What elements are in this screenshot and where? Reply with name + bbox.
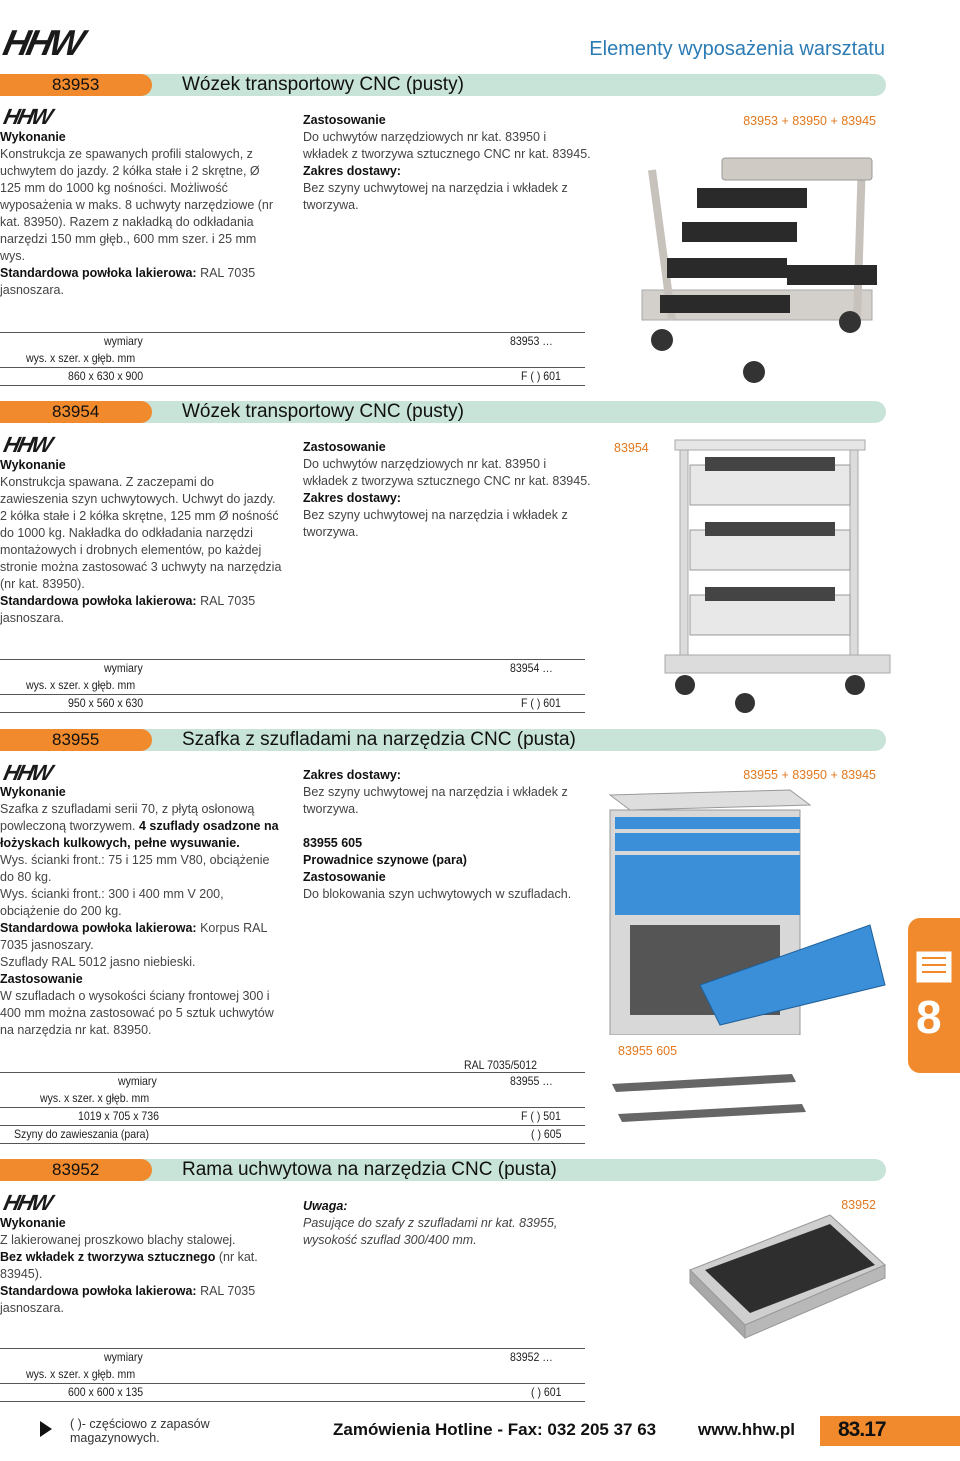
table-header-code: 83953 …	[510, 334, 553, 348]
application: Zastosowanie Do uchwytów narzędziowych nr kat. 83950 i wkładek z tworzywa sztucznego CNC nr kat. 83945. Zakres dostawy: Bez szyny uchwytowej na narzędzia i wkładek z tworzywa.	[303, 113, 591, 212]
website-link[interactable]: www.hhw.pl	[698, 1420, 795, 1439]
table-rule	[0, 332, 585, 333]
application: Zastosowanie Do uchwytów narzędziowych nr kat. 83950 i wkładek z tworzywa sztucznego CNC nr kat. 83945. Zakres dostawy: Bez szyny uchwytowej na narzędzia i wkładek z tworzywa.	[303, 440, 591, 539]
hhw-logo: HHW	[1, 432, 54, 457]
table-header-code: 83954 …	[510, 661, 553, 675]
page-number: 83.17	[838, 1418, 886, 1441]
hhw-logo: HHW	[1, 1190, 54, 1215]
description: Wykonanie Szafka z szufladami serii 70, z płytą osłonową powleczoną tworzywem. 4 szuflady osadzone na łożyskach kulkowych, pełne wysuwanie. Wys. ścianki front.: 75 i 125 mm V80, obciążenie do 80 kg. Wys. ścianki front.: 300 i 400 mm V 200, obciążenie do 200 kg. Standardowa powłoka lakierowa: Korpus RAL 7035 jasnoszary. Szuflady RAL 5012 jasno niebieski. Zastosowanie W szufladach o wysokości ściany frontowej 300 i 400 mm można zastosować po 5 sztuk uchwytów na narzędzia nr kat. 83950.	[0, 785, 279, 1037]
table-rule	[0, 1143, 585, 1144]
section-number: 83954	[0, 401, 152, 423]
table-header: wymiary	[118, 1074, 157, 1088]
section-number: 83953	[0, 74, 152, 96]
description: Wykonanie Konstrukcja ze spawanych profili stalowych, z uchwytem do jazdy. 2 kółka stałe i 2 skrętne, Ø 125 mm do 1000 kg nośności. Możliwość wyposażenia w maks. 8 uchwyty narzędziowe (nr kat. 83950). Razem z nakładką do odkładania narzędzi 150 mm głęb., 600 mm szer. i 25 mm wys. Standardowa powłoka lakierowa: RAL 7035 jasnoszara.	[0, 130, 274, 297]
table-cell: F ( ) 601	[521, 369, 561, 383]
arrow-icon	[40, 1421, 52, 1437]
table-rule	[0, 385, 585, 386]
frame-photo	[680, 1210, 890, 1345]
application: Zakres dostawy: Bez szyny uchwytowej na narzędzia i wkładek z tworzywa. 83955 605 Prowadnice szynowe (para) Zastosowanie Do blokowania szyn uchwytowych w szufladach.	[303, 768, 572, 901]
hhw-logo: HHW	[0, 22, 86, 63]
page-header-title: Elementy wyposażenia warsztatu	[589, 38, 885, 60]
hhw-logo: HHW	[1, 760, 54, 785]
chapter-number: 8	[916, 991, 942, 1043]
table-header: wymiary	[104, 1350, 143, 1364]
section-title: Rama uchwytowa na narzędzia CNC (pusta)	[182, 1159, 557, 1180]
table-header-code: 83955 …	[510, 1074, 553, 1088]
stock-note: ( )- częściowo z zapasów magazynowych.	[70, 1417, 210, 1445]
table-cell: ( ) 605	[531, 1127, 562, 1141]
table-header: wys. x szer. x głęb. mm	[40, 1091, 150, 1105]
table-header-code: 83952 …	[510, 1350, 553, 1364]
ral-label: RAL 7035/5012	[464, 1058, 538, 1072]
cart-photo	[660, 435, 900, 725]
table-rule	[0, 1401, 585, 1402]
table-header: wys. x szer. x głęb. mm	[26, 678, 136, 692]
rails-photo	[612, 1070, 812, 1126]
table-header: wymiary	[104, 334, 143, 348]
note: Uwaga: Pasujące do szafy z szufladami nr kat. 83955, wysokość szuflad 300/400 mm.	[303, 1199, 558, 1247]
table-cell: Szyny do zawieszania (para)	[14, 1127, 149, 1141]
section-title: Wózek transportowy CNC (pusty)	[182, 74, 464, 95]
table-rule	[0, 712, 585, 713]
description: Wykonanie Konstrukcja spawana. Z zaczepami do zawieszenia szyn uchwytowych. Uchwyt do jazdy. 2 kółka stałe i 2 kółka skrętne, 125 mm Ø nośność do 1000 kg. Nakładka do odkładania narzędzi montażowych i drobnych elementów, po każdej stronie można zastosować 3 uchwyty na narzędzia (nr kat. 83950). Standardowa powłoka lakierowa: RAL 7035 jasnoszara.	[0, 458, 282, 625]
cart-photo	[632, 140, 892, 388]
cabinet-photo	[600, 785, 890, 1035]
hotline-text: Zamówienia Hotline - Fax: 032 205 37 63	[333, 1420, 657, 1439]
table-cell: 860 x 630 x 900	[68, 369, 144, 383]
image-reference: 83955 605	[618, 1044, 678, 1058]
table-cell: F ( ) 601	[521, 696, 561, 710]
table-rule	[0, 1072, 585, 1073]
section-title: Wózek transportowy CNC (pusty)	[182, 401, 464, 422]
table-header: wys. x szer. x głęb. mm	[26, 1367, 136, 1381]
image-reference: 83954	[614, 441, 649, 455]
hhw-logo: HHW	[1, 104, 54, 129]
table-header: wys. x szer. x głęb. mm	[26, 351, 136, 365]
section-number: 83955	[0, 729, 152, 751]
table-cell: F ( ) 501	[521, 1109, 561, 1123]
chapter-tab	[908, 918, 960, 1073]
table-cell: ( ) 601	[531, 1385, 562, 1399]
table-header: wymiary	[104, 661, 143, 675]
description: Wykonanie Z lakierowanej proszkowo blachy stalowej. Bez wkładek z tworzywa sztucznego (nr kat. 83945). Standardowa powłoka lakierowa: RAL 7035 jasnoszara.	[0, 1216, 258, 1315]
section-number: 83952	[0, 1159, 152, 1181]
table-cell: 1019 x 705 x 736	[78, 1109, 160, 1123]
table-rule	[0, 1348, 585, 1349]
table-rule	[0, 659, 585, 660]
table-cell: 600 x 600 x 135	[68, 1385, 144, 1399]
section-title: Szafka z szufladami na narzędzia CNC (pusta)	[182, 729, 576, 750]
image-reference: 83955 + 83950 + 83945	[743, 768, 876, 782]
image-reference: 83953 + 83950 + 83945	[743, 114, 876, 128]
image-reference: 83952	[841, 1198, 876, 1212]
table-cell: 950 x 560 x 630	[68, 696, 144, 710]
catalog-icon	[914, 946, 954, 986]
